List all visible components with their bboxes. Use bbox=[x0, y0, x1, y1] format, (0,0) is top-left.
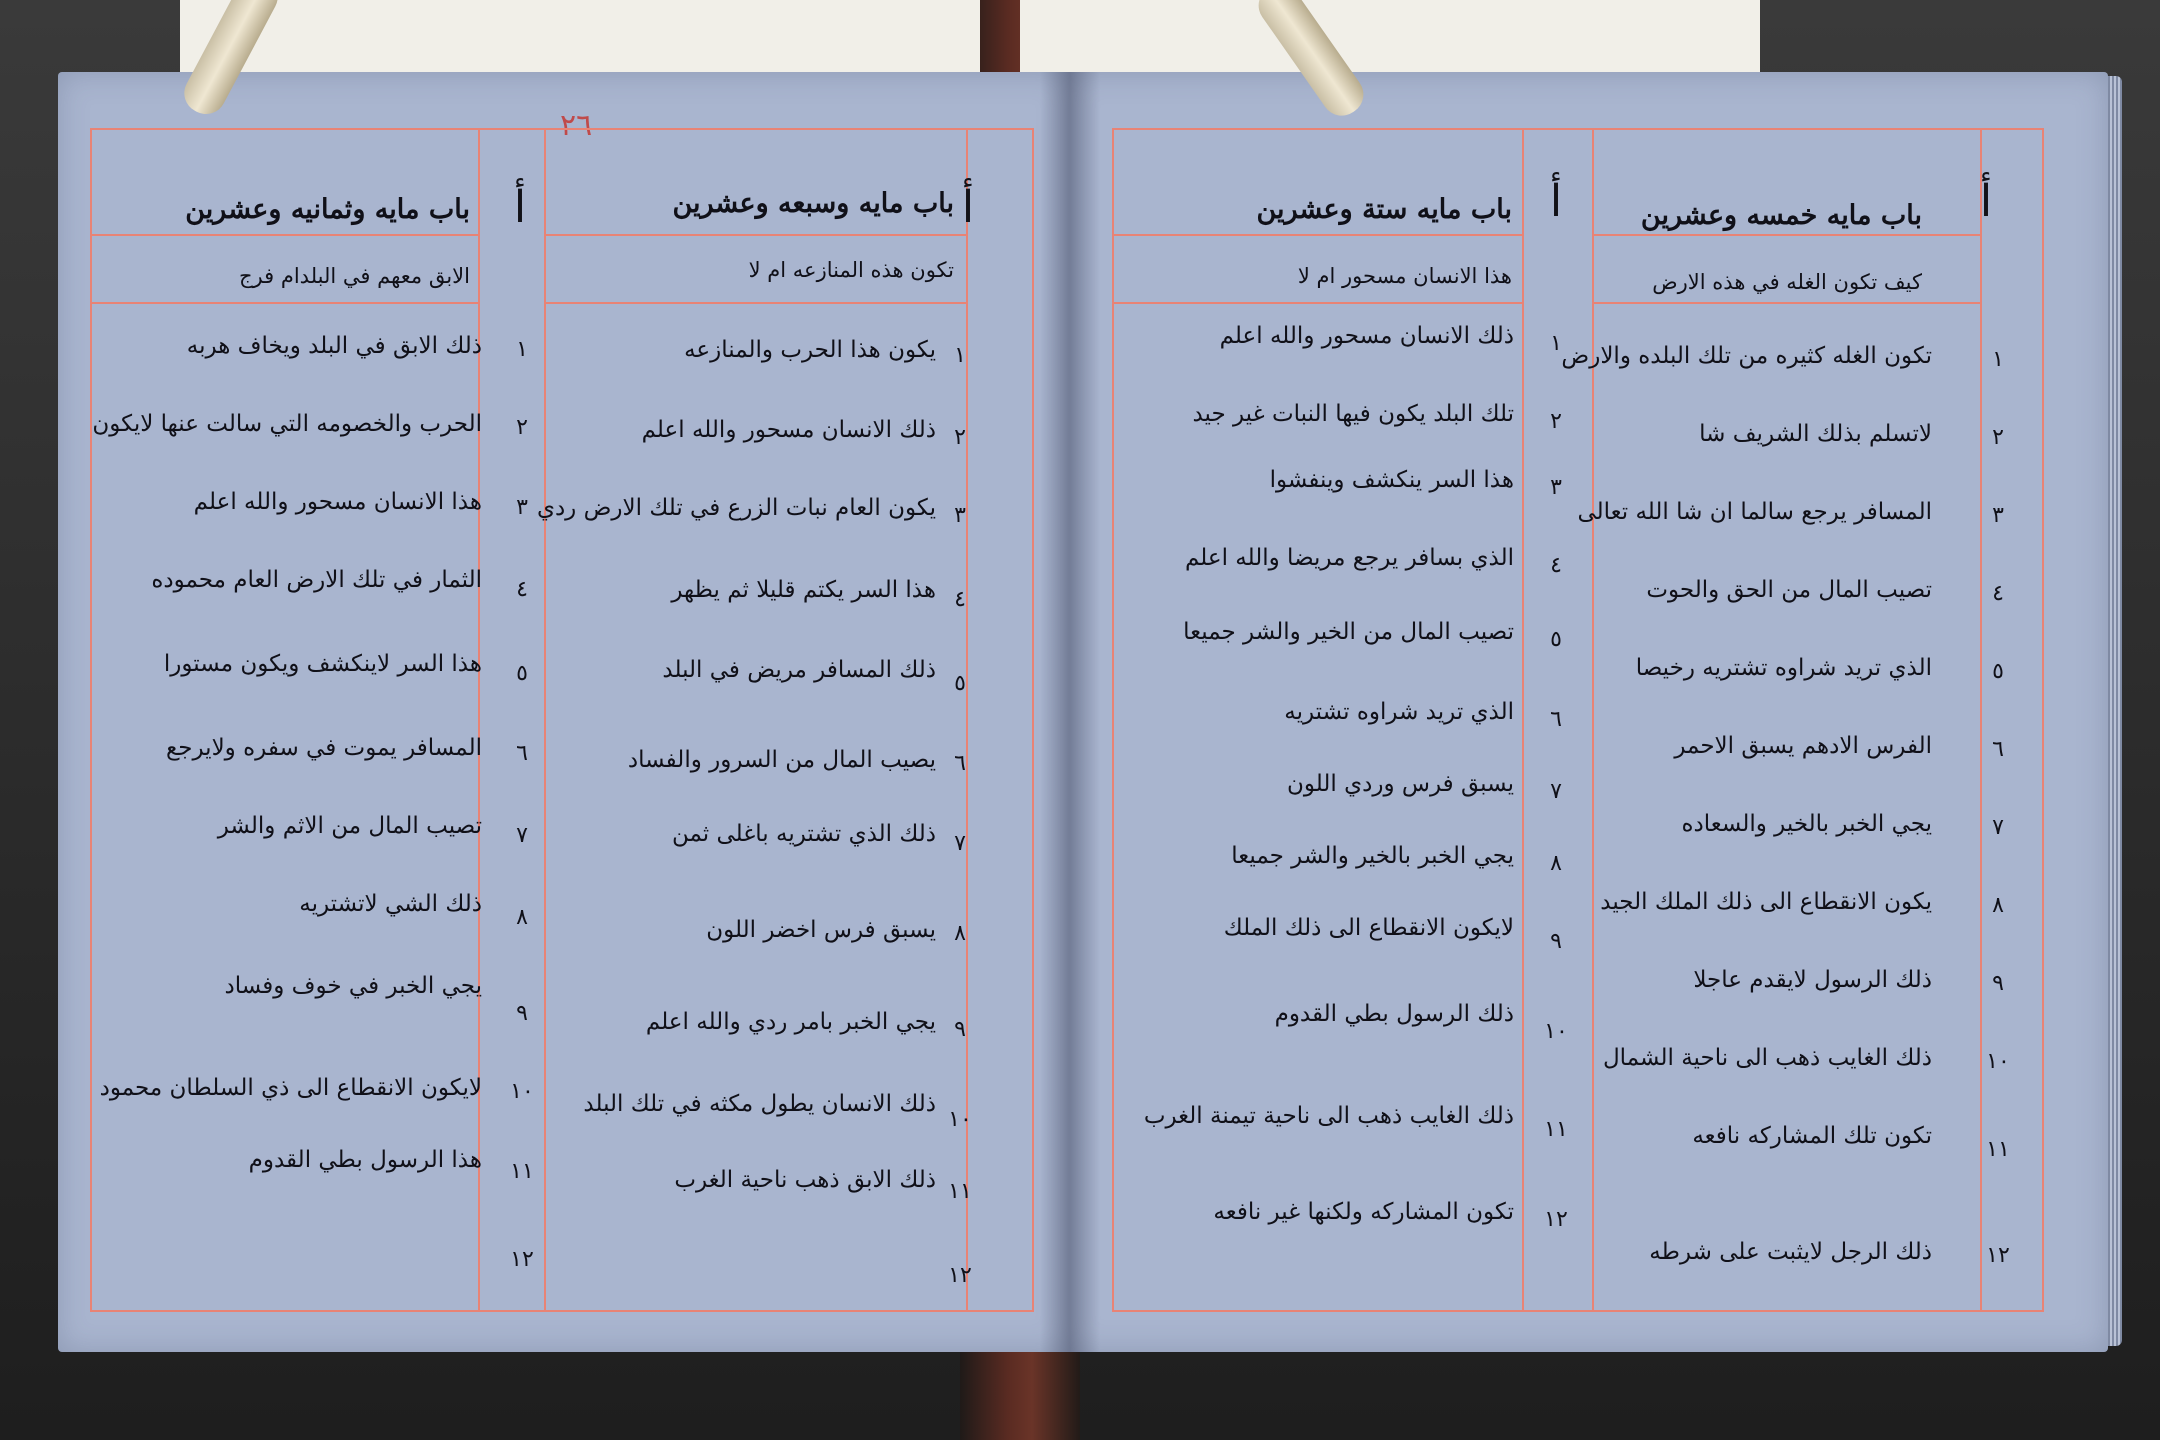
gutter-shadow bbox=[1040, 72, 1100, 1352]
col1-row-number: ٨ bbox=[1992, 893, 2004, 918]
col3-row-number: ٦ bbox=[954, 751, 966, 776]
col1-row-number: ٩ bbox=[1992, 971, 2004, 996]
grid-line bbox=[1114, 234, 1522, 236]
col3-row-number: ٤ bbox=[954, 587, 966, 612]
col3-row: هذا السر يكتم قليلا ثم يظهر bbox=[671, 577, 936, 603]
col3-row: ذلك الانسان مسحور والله اعلم bbox=[641, 417, 936, 443]
col2-row-number: ٧ bbox=[1550, 779, 1562, 804]
col3-row-number: ٥ bbox=[954, 671, 966, 696]
col1-row: المسافر يرجع سالما ان شا الله تعالى bbox=[1577, 499, 1932, 525]
col1-row: يكون الانقطاع الى ذلك الملك الجيد bbox=[1600, 889, 1932, 915]
col1-row-number: ١١ bbox=[1986, 1137, 2010, 1162]
col1-row: ذلك الرجل لايثبت على شرطه bbox=[1649, 1239, 1932, 1265]
col4-row: ذلك الشي لاتشتريه bbox=[299, 891, 482, 917]
col3-row: ذلك الذي تشتريه باغلى ثمن bbox=[671, 821, 936, 847]
col2-row-number: ١١ bbox=[1544, 1117, 1568, 1142]
col2-row: لايكون الانقطاع الى ذلك الملك bbox=[1223, 915, 1514, 941]
col2-row: ذلك الغايب ذهب الى ناحية تيمنة الغرب bbox=[1143, 1103, 1514, 1129]
col3-row-number: ٨ bbox=[954, 921, 966, 946]
alif-mark-col2: أ bbox=[1549, 176, 1563, 227]
col2-row: يسبق فرس وردي اللون bbox=[1287, 771, 1514, 797]
col3-row-number: ٧ bbox=[954, 831, 966, 856]
col1-row-number: ٢ bbox=[1992, 425, 2004, 450]
col3-row-number: ١١ bbox=[948, 1179, 972, 1204]
col4-row-number: ٤ bbox=[516, 577, 528, 602]
col1-row-number: ١ bbox=[1992, 347, 2004, 372]
col2-row: تصيب المال من الخير والشر جميعا bbox=[1183, 619, 1514, 645]
col2-row-number: ٩ bbox=[1550, 929, 1562, 954]
col2-row-number: ٤ bbox=[1550, 553, 1562, 578]
grid-line bbox=[1592, 302, 1980, 304]
col1-subtitle: كيف تكون الغله في هذه الارض bbox=[1652, 270, 1922, 294]
col4-row: هذا الرسول بطي القدوم bbox=[248, 1147, 482, 1173]
col2-row: ذلك الرسول بطي القدوم bbox=[1274, 1001, 1514, 1027]
col4-row-number: ٢ bbox=[516, 415, 528, 440]
col4-row-number: ٨ bbox=[516, 905, 528, 930]
alif-mark-col1: أ bbox=[1979, 176, 1993, 227]
col4-row-number: ١١ bbox=[510, 1159, 534, 1184]
col4-row: المسافر يموت في سفره ولايرجع bbox=[166, 735, 482, 761]
grid-line bbox=[544, 130, 546, 1310]
page-number: ٢٦ bbox=[560, 108, 593, 143]
col1-row-number: ٣ bbox=[1992, 503, 2004, 528]
col3-row: يجي الخبر بامر ردي والله اعلم bbox=[645, 1009, 936, 1035]
col2-row-number: ٣ bbox=[1550, 475, 1562, 500]
grid-line bbox=[1114, 302, 1522, 304]
grid-line bbox=[92, 234, 478, 236]
col4-row: الحرب والخصومه التي سالت عنها لايكون bbox=[92, 411, 482, 437]
col4-row: ذلك الابق في البلد ويخاف هربه bbox=[186, 333, 482, 359]
col2-row-number: ٨ bbox=[1550, 851, 1562, 876]
col2-row: الذي تريد شراوه تشتريه bbox=[1284, 699, 1514, 725]
col1-row: الفرس الادهم يسبق الاحمر bbox=[1674, 733, 1932, 759]
col4-row-number: ٧ bbox=[516, 823, 528, 848]
col4-subtitle: الابق معهم في البلدام فرج bbox=[238, 264, 470, 288]
col4-row-number: ٥ bbox=[516, 661, 528, 686]
col4-row-number: ٦ bbox=[516, 741, 528, 766]
col1-row: يجي الخبر بالخير والسعاده bbox=[1681, 811, 1932, 837]
col2-row: يجي الخبر بالخير والشر جميعا bbox=[1231, 843, 1514, 869]
col2-row: تلك البلد يكون فيها النبات غير جيد bbox=[1192, 401, 1514, 427]
col3-row-number: ١٠ bbox=[948, 1107, 972, 1132]
col3-title: باب مايه وسبعه وعشرين bbox=[672, 188, 954, 219]
col1-row: لاتسلم بذلك الشريف شا bbox=[1699, 421, 1932, 447]
col2-row-number: ٦ bbox=[1550, 707, 1562, 732]
col3-row: يكون هذا الحرب والمنازعه bbox=[684, 337, 936, 363]
col3-row-number: ٢ bbox=[954, 425, 966, 450]
col2-row: تكون المشاركه ولكنها غير نافعه bbox=[1213, 1199, 1514, 1225]
grid-line bbox=[478, 130, 480, 1310]
col4-row: هذا السر لاينكشف ويكون مستورا bbox=[163, 651, 482, 677]
grid-line bbox=[1592, 130, 1594, 1310]
col3-row: ذلك الانسان يطول مكثه في تلك البلد bbox=[583, 1091, 936, 1117]
col4-row: هذا الانسان مسحور والله اعلم bbox=[193, 489, 482, 515]
col3-row-number: ١٢ bbox=[948, 1263, 972, 1288]
col1-row-number: ٦ bbox=[1992, 737, 2004, 762]
col4-row-number: ١ bbox=[516, 337, 528, 362]
col2-row-number: ١ bbox=[1550, 331, 1562, 356]
col4-row: تصيب المال من الاثم والشر bbox=[217, 813, 482, 839]
col2-subtitle: هذا الانسان مسحور ام لا bbox=[1297, 264, 1512, 288]
col1-row: ذلك الرسول لايقدم عاجلا bbox=[1693, 967, 1932, 993]
col1-row-number: ٤ bbox=[1992, 581, 2004, 606]
alif-mark-col4: أ bbox=[513, 182, 527, 233]
col2-row-number: ١٠ bbox=[1544, 1019, 1568, 1044]
grid-line bbox=[1522, 130, 1524, 1310]
col4-row: يجي الخبر في خوف وفساد bbox=[224, 973, 482, 999]
col1-row: ذلك الغايب ذهب الى ناحية الشمال bbox=[1602, 1045, 1932, 1071]
grid-line bbox=[544, 302, 966, 304]
col3-row-number: ١ bbox=[954, 343, 966, 368]
col1-row: تكون تلك المشاركه نافعه bbox=[1692, 1123, 1932, 1149]
col4-row-number: ٣ bbox=[516, 495, 528, 520]
col4-row-number: ١٢ bbox=[510, 1247, 534, 1272]
col2-row-number: ٢ bbox=[1550, 409, 1562, 434]
col3-row-number: ٣ bbox=[954, 503, 966, 528]
col1-row-number: ٧ bbox=[1992, 815, 2004, 840]
col2-row: ذلك الانسان مسحور والله اعلم bbox=[1219, 323, 1514, 349]
col4-row: لايكون الانقطاع الى ذي السلطان محمود bbox=[99, 1075, 482, 1101]
col3-row: يسبق فرس اخضر اللون bbox=[706, 917, 936, 943]
col1-row: الذي تريد شراوه تشتريه رخيصا bbox=[1635, 655, 1932, 681]
col3-row: يكون العام نبات الزرع في تلك الارض ردي bbox=[536, 495, 936, 521]
col1-title: باب مايه خمسه وعشرين bbox=[1640, 200, 1922, 231]
col4-row-number: ١٠ bbox=[510, 1079, 534, 1104]
col1-row-number: ٥ bbox=[1992, 659, 2004, 684]
clip-strip-right bbox=[1020, 0, 1760, 80]
col2-row: الذي بسافر يرجع مريضا والله اعلم bbox=[1184, 545, 1514, 571]
col3-row: ذلك الابق ذهب ناحية الغرب bbox=[674, 1167, 936, 1193]
clip-strip-left bbox=[180, 0, 980, 80]
col3-row: ذلك المسافر مريض في البلد bbox=[662, 657, 936, 683]
col1-row: تكون الغله كثيره من تلك البلده والارض bbox=[1561, 343, 1932, 369]
left-table bbox=[90, 128, 1034, 1312]
grid-line bbox=[544, 234, 966, 236]
col1-row-number: ١٢ bbox=[1986, 1243, 2010, 1268]
page-edges bbox=[2108, 76, 2122, 1346]
col2-title: باب مايه ستة وعشرين bbox=[1256, 194, 1512, 225]
col4-row: الثمار في تلك الارض العام محموده bbox=[151, 567, 482, 593]
col3-subtitle: تكون هذه المنازعه ام لا bbox=[748, 258, 954, 282]
col4-title: باب مايه وثمانيه وعشرين bbox=[185, 194, 470, 225]
col3-row-number: ٩ bbox=[954, 1017, 966, 1042]
col2-row-number: ١٢ bbox=[1544, 1207, 1568, 1232]
col2-row-number: ٥ bbox=[1550, 627, 1562, 652]
col3-row: يصيب المال من السرور والفساد bbox=[627, 747, 936, 773]
grid-line bbox=[92, 302, 478, 304]
alif-mark-col3: أ bbox=[961, 182, 975, 233]
col4-row-number: ٩ bbox=[516, 1001, 528, 1026]
col1-row-number: ١٠ bbox=[1986, 1049, 2010, 1074]
col1-row: تصيب المال من الحق والحوت bbox=[1646, 577, 1932, 603]
col2-row: هذا السر ينكشف وينفشوا bbox=[1269, 467, 1514, 493]
